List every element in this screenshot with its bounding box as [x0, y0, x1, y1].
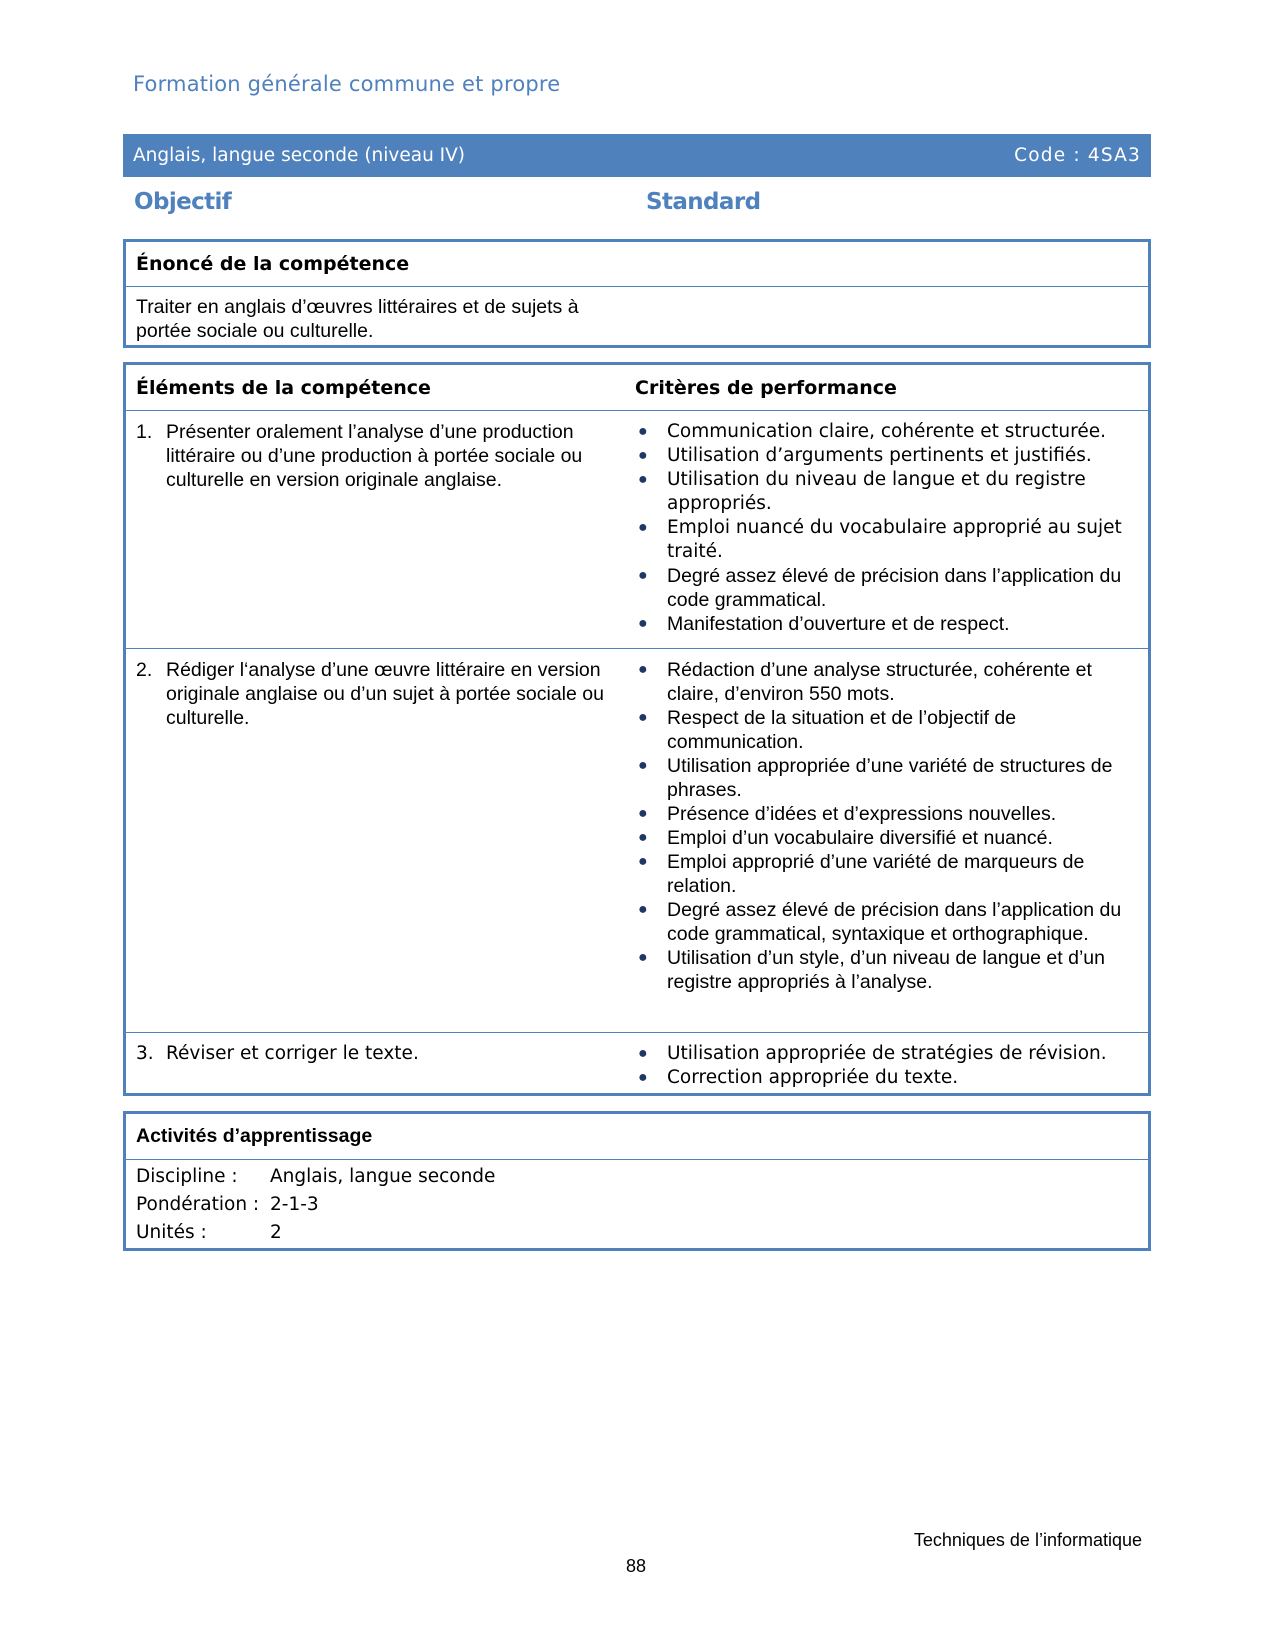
criteria-list	[635, 411, 1148, 648]
enonce-text: Traiter en anglais d’œuvres littéraires et de sujets à portée sociale ou culturelle.	[136, 296, 579, 342]
criteria-item: ● Utilisation du niveau de langue et du registre appropriés.	[635, 468, 1138, 516]
criteria-column-header: Critères de performance	[635, 376, 897, 399]
footer-program: Techniques de l’informatique	[913, 1530, 1142, 1550]
element-text: Réviser et corriger le texte.	[166, 1043, 419, 1064]
heading-objectif: Objectif	[134, 189, 232, 215]
criteria-item: ● Emploi nuancé du vocabulaire approprié au sujet traité.	[635, 516, 1138, 564]
criteria-item: ● Utilisation d’arguments pertinents et justifiés.	[635, 444, 1138, 468]
bullet-icon: ●	[638, 805, 648, 822]
bullet-icon: ●	[638, 709, 648, 726]
bullet-icon: ●	[638, 471, 648, 488]
bullet-icon: ●	[638, 1045, 648, 1062]
section-title: Formation générale commune et propre	[133, 72, 561, 96]
criteria-item: ● Utilisation appropriée de stratégies de révision.	[635, 1042, 1138, 1066]
enonce-box	[123, 239, 1151, 348]
course-code: Code : 4SA3	[1014, 145, 1141, 166]
criteria-list	[635, 1033, 1148, 1096]
elements-table-header	[126, 365, 1148, 411]
ponderation-field	[136, 1191, 1138, 1219]
criteria-item: ● Emploi approprié d’une variété de marqueurs de relation.	[635, 850, 1138, 898]
bullet-icon: ●	[638, 1069, 648, 1086]
criteria-item: ● Manifestation d’ouverture et de respect.	[635, 612, 1138, 636]
element-number: 2.	[136, 659, 153, 681]
course-banner	[123, 134, 1151, 177]
criteria-item: ● Correction appropriée du texte.	[635, 1066, 1138, 1090]
enonce-title: Énoncé de la compétence	[126, 242, 1148, 287]
table-row	[126, 411, 1148, 649]
bullet-icon: ●	[638, 901, 648, 918]
bullet-icon: ●	[638, 567, 648, 584]
bullet-icon: ●	[638, 423, 648, 440]
field-value: 2-1-3	[270, 1194, 319, 1215]
criteria-item: ● Utilisation d’un style, d’un niveau de langue et d’un registre appropriés à l’analyse.	[635, 946, 1138, 994]
elements-table	[123, 362, 1151, 1096]
bullet-icon: ●	[638, 853, 648, 870]
discipline-field	[136, 1163, 1138, 1191]
activites-box	[123, 1111, 1151, 1251]
unites-field	[136, 1219, 1138, 1247]
element-number: 1.	[136, 421, 153, 443]
element-text: Rédiger l‘analyse d’une œuvre littéraire en version originale anglaise ou d’un sujet à portée sociale ou culturelle.	[166, 659, 604, 729]
activites-title: Activités d’apprentissage	[126, 1114, 1148, 1160]
course-title: Anglais, langue seconde (niveau IV)	[133, 145, 465, 166]
criteria-item: ● Emploi d’un vocabulaire diversifié et nuancé.	[635, 826, 1138, 850]
elements-column-header: Éléments de la compétence	[136, 376, 431, 399]
bullet-icon: ●	[638, 661, 648, 678]
bullet-icon: ●	[638, 829, 648, 846]
field-value: Anglais, langue seconde	[270, 1166, 496, 1187]
field-label: Discipline :	[136, 1166, 238, 1187]
bullet-icon: ●	[638, 519, 648, 536]
bullet-icon: ●	[638, 615, 648, 632]
field-label: Unités :	[136, 1222, 207, 1243]
page-number: 88	[626, 1556, 647, 1576]
criteria-item: ● Degré assez élevé de précision dans l’application du code grammatical, syntaxique et orthographique.	[635, 898, 1138, 946]
bullet-icon: ●	[638, 757, 648, 774]
table-row	[126, 649, 1148, 1033]
element-text: Présenter oralement l’analyse d’une production littéraire ou d’une production à portée sociale ou culturelle en version originale anglaise.	[166, 421, 583, 491]
criteria-item: ● Utilisation appropriée d’une variété de structures de phrases.	[635, 754, 1138, 802]
heading-standard: Standard	[646, 189, 761, 215]
criteria-list	[635, 649, 1148, 1032]
field-value: 2	[270, 1222, 282, 1243]
criteria-item: ● Rédaction d’une analyse structurée, cohérente et claire, d’environ 550 mots.	[635, 658, 1138, 706]
criteria-item: ● Degré assez élevé de précision dans l’application du code grammatical.	[635, 564, 1138, 612]
table-row	[126, 1033, 1148, 1096]
criteria-item: ● Respect de la situation et de l’objectif de communication.	[635, 706, 1138, 754]
bullet-icon: ●	[638, 447, 648, 464]
element-number: 3.	[136, 1043, 154, 1064]
bullet-icon: ●	[638, 949, 648, 966]
criteria-item: ● Présence d’idées et d’expressions nouvelles.	[635, 802, 1138, 826]
field-label: Pondération :	[136, 1194, 260, 1215]
criteria-item: ● Communication claire, cohérente et structurée.	[635, 420, 1138, 444]
